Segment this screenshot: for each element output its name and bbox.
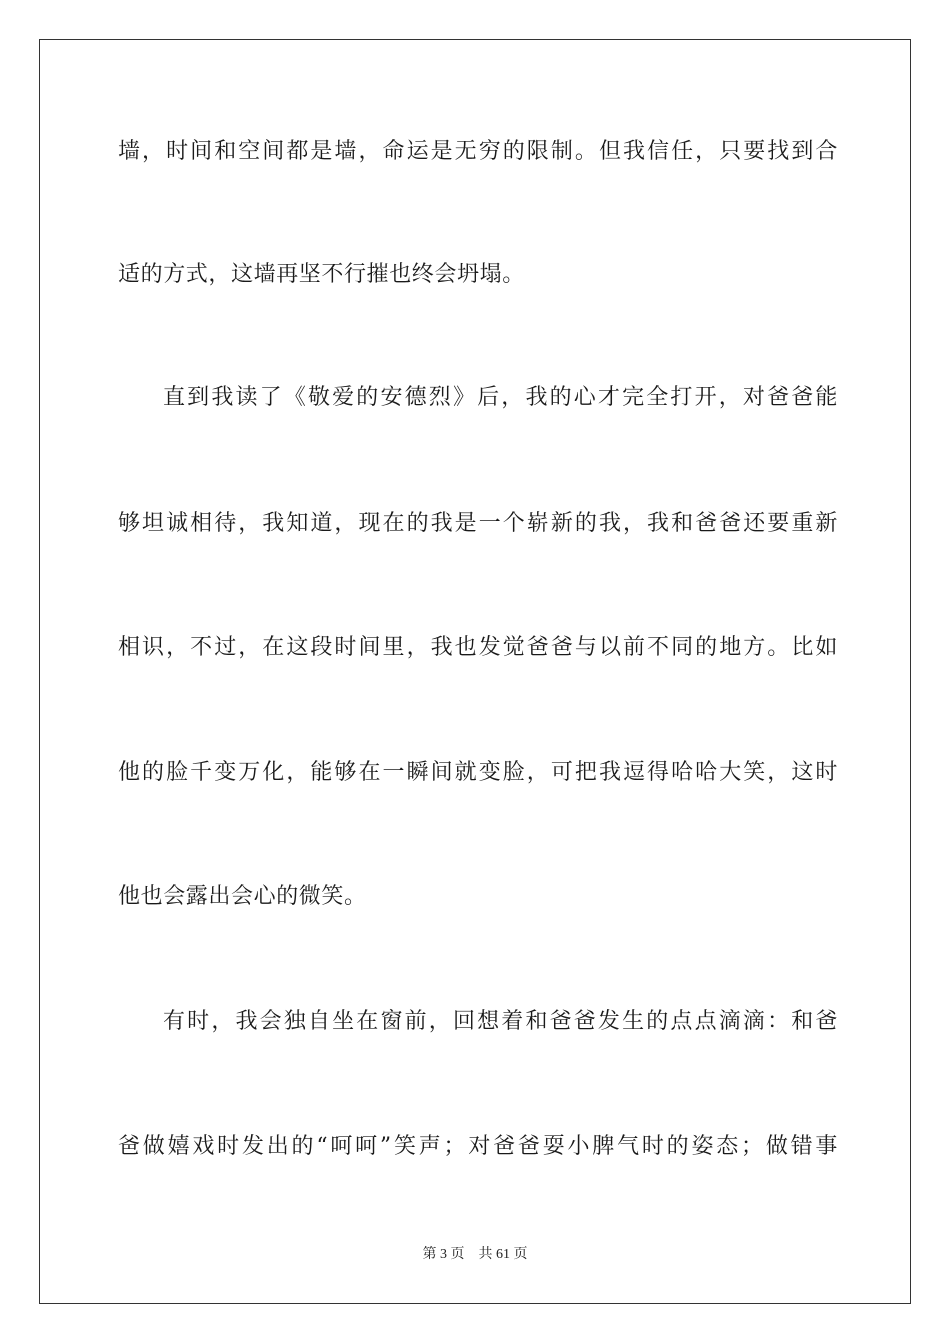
text-line: 直到我读了《敬爱的安德烈》后，我的心才完全打开，对爸爸能 — [163, 385, 838, 410]
page-total: 共 61 页 — [478, 1247, 528, 1262]
page-number: 第 3 页 — [422, 1247, 465, 1262]
text-line: 相识，不过，在这段时间里，我也发觉爸爸与以前不同的地方。比如 — [118, 635, 838, 660]
text-line: 他的脸千变万化，能够在一瞬间就变脸，可把我逗得哈哈大笑，这时 — [118, 760, 838, 785]
text-line: 够坦诚相待，我知道，现在的我是一个崭新的我，我和爸爸还要重新 — [118, 511, 838, 536]
page-border — [39, 39, 911, 1304]
text-line: 有时，我会独自坐在窗前，回想着和爸爸发生的点点滴滴：和爸 — [163, 1009, 838, 1034]
text-line: 爸做嬉戏时发出的“呵呵”笑声；对爸爸耍小脾气时的姿态；做错事 — [118, 1134, 838, 1159]
text-line: 墙，时间和空间都是墙，命运是无穷的限制。但我信任，只要找到合 — [118, 139, 838, 164]
page-footer — [0, 1246, 950, 1264]
text-line: 他也会露出会心的微笑。 — [118, 884, 367, 909]
text-line: 适的方式，这墙再坚不行摧也终会坍塌。 — [118, 262, 525, 287]
